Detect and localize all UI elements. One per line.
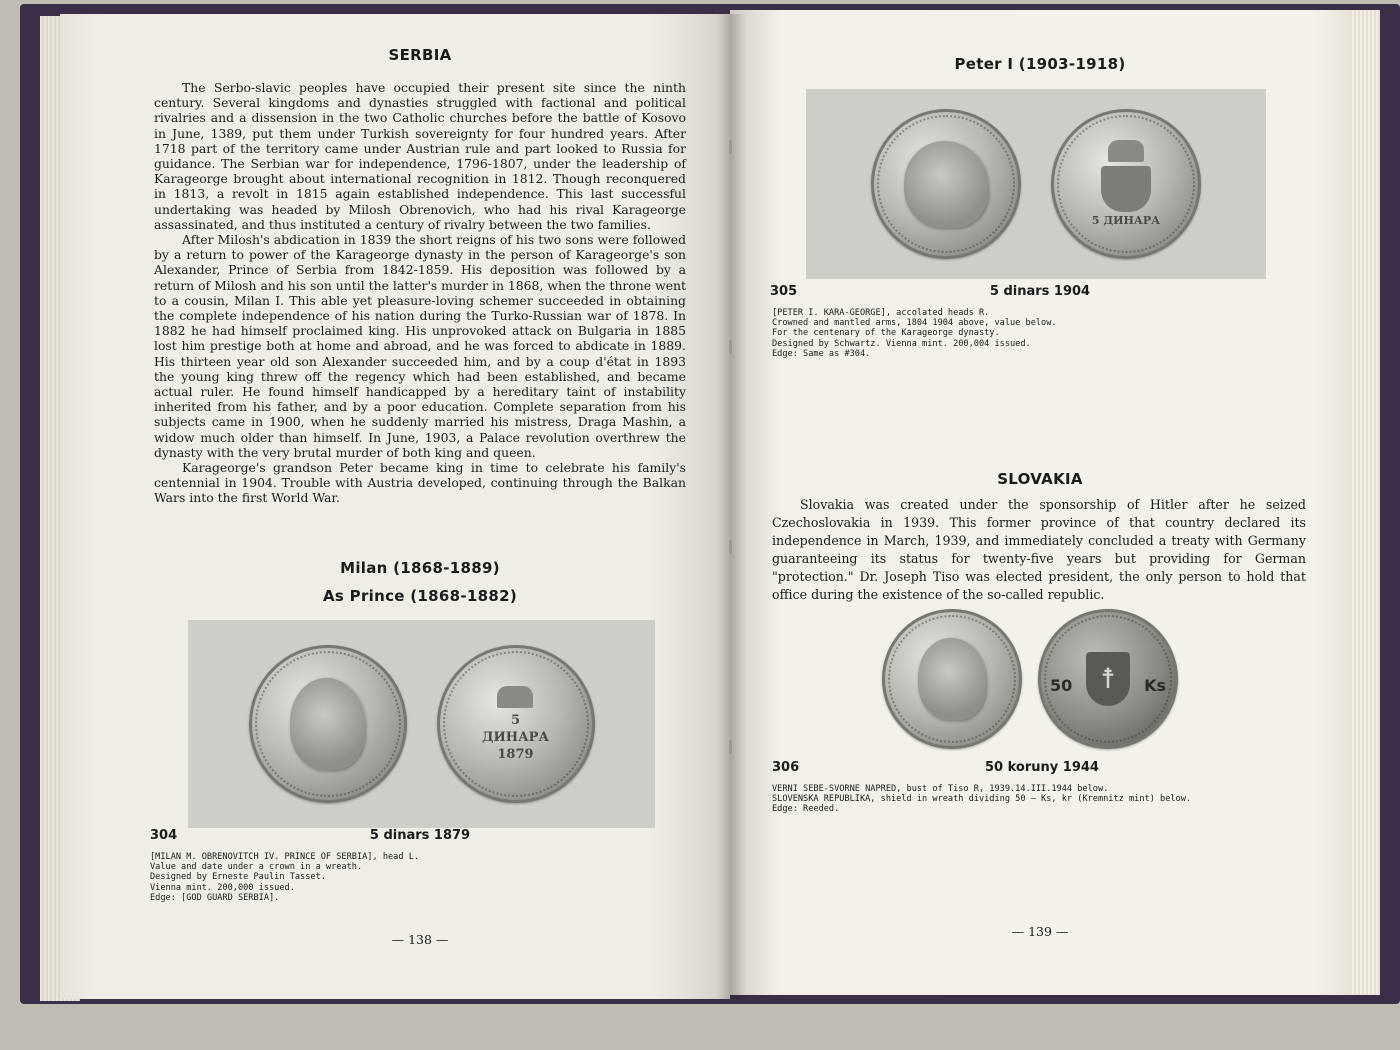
- coin-photo-304: [188, 620, 655, 828]
- coin-title-304: 5 dinars 1879: [369, 828, 471, 843]
- coin-reverse-unit: ДИНАРА: [481, 729, 550, 745]
- serbia-body-text: [154, 80, 686, 506]
- coin-reverse-unit: Ks: [1144, 676, 1166, 696]
- binding-stitch: [729, 740, 732, 754]
- caption-line: [MILAN M. OBRENOVITCH IV. PRINCE OF SERBIA], head L.: [150, 852, 420, 862]
- caption-line: Edge: Reeded.: [772, 804, 840, 815]
- slovakia-paragraph: Slovakia was created under the sponsorship of Hitler after he seized Czechoslovakia in 1939. This former province of that country declared its independence in March, 1939, and immediately concluded a treaty with Germany guaranteeing its status for twenty-five years but providing for German "protection." Dr. Joseph Tiso was elected president, the only person to hold that office during the existence of the so-called republic.: [772, 497, 1306, 602]
- coin-reverse-value: 5 ДИНАРА: [1091, 213, 1161, 227]
- slovakia-body-text: [772, 496, 1306, 604]
- coin-title-306: 50 koruny 1944: [985, 760, 1099, 775]
- caption-line: Crowned and mantled arms, 1804 1904 above, value below.: [772, 318, 1057, 329]
- coin-obverse-304: [249, 645, 407, 803]
- coin-obverse-306: [882, 609, 1022, 749]
- coin-legend-ring: [888, 615, 1016, 743]
- caption-line: Vienna mint. 200,000 issued.: [150, 882, 295, 893]
- catalog-number-304: 304: [150, 828, 178, 843]
- ruler-title-milan: Milan (1868-1889): [340, 559, 500, 577]
- caption-line: [PETER I. KARA-GEORGE], accolated heads R.: [772, 308, 990, 318]
- caption-line: Value and date under a crown in a wreath.: [150, 862, 363, 873]
- book-gutter: [716, 14, 746, 999]
- crown-icon: [497, 686, 533, 708]
- coin-caption-306: [772, 784, 1191, 815]
- coin-reverse-value: 5: [510, 712, 521, 728]
- left-page: [60, 14, 730, 999]
- section-title-slovakia: SLOVAKIA: [997, 470, 1083, 488]
- coin-caption-305: [772, 308, 1057, 359]
- coin-photo-305: [806, 89, 1266, 279]
- ruler-subtitle-milan: As Prince (1868-1882): [323, 587, 517, 605]
- caption-line: Edge: Same as #304.: [772, 348, 871, 359]
- caption-line: For the centenary of the Karageorge dynasty.: [772, 328, 1000, 339]
- serbia-paragraph-2: After Milosh's abdication in 1839 the short reigns of his two sons were followed by a return to power of the Karageorge dynasty in the person of Karageorge's son Alexander, Prince of Serbia from 1842-1859. His deposition was followed by a return of Milosh and his son until the latter's murder in 1868, when the throne went to a cousin, Milan I. This able yet pleasure-loving schemer succeeded in obtaining the complete independence of his nation during the Turko-Russian war of 1878. In 1882 he had himself proclaimed king. His unprovoked attack on Bulgaria in 1885 lost him prestige both at home and abroad, and he was forced to abdicate in 1889. His thirteen year old son Alexander succeeded him, and by a coup d'état in 1893 the young king threw off the regency which had been established, and became actual ruler. He found himself handicapped by a hereditary taint of instability inherited from his father, and by a poor education. Complete separation from his subjects came in 1900, when he suddenly married his mistress, Draga Mashin, a widow much older than himself. In June, 1903, a Palace revolution overthrew the dynasty with the very brutal murder of both king and queen.: [154, 232, 686, 460]
- double-cross-icon: ☨: [1100, 662, 1116, 695]
- crown-icon: [1108, 140, 1144, 162]
- binding-stitch: [729, 540, 732, 554]
- coin-legend-ring: [877, 115, 1015, 253]
- page-number-138: — 138 —: [391, 932, 449, 947]
- coin-reverse-304: [437, 645, 595, 803]
- binding-stitch: [729, 340, 732, 354]
- serbia-paragraph-3: Karageorge's grandson Peter became king in time to celebrate his family's centennial in 1904. Trouble with Austria developed, continuing through the Balkan Wars into the first World War.: [154, 460, 686, 506]
- serbia-paragraph-1: The Serbo-slavic peoples have occupied their present site since the ninth century. Several kingdoms and dynasties struggled with factional and political rivalries and a dissension in the two Catholic churches before the battle of Kosovo in June, 1389, put them under Turkish sovereignty for four hundred years. After 1718 part of the territory came under Austrian rule and part looked to Russia for guidance. The Serbian war for independence, 1796-1807, under the leadership of Karageorge brought about international recognition in 1812. Though reconquered in 1813, a revolt in 1815 again established independence. This last successful undertaking was headed by Milosh Obrenovich, who had his rival Karageorge assassinated, and thus instituted a century of rivalry between the two families.: [154, 80, 686, 232]
- caption-line: Designed by Schwartz. Vienna mint. 200,004 issued.: [772, 338, 1031, 349]
- catalog-number-306: 306: [772, 760, 800, 775]
- coin-reverse-value: 50: [1050, 676, 1073, 696]
- caption-line: Edge: [GOD GUARD SERBIA].: [150, 892, 280, 903]
- coin-photo-306: [870, 604, 1190, 754]
- caption-line: SLOVENSKA REPUBLIKA, shield in wreath dividing 50 — Ks, kr (Kremnitz mint) below.: [772, 794, 1192, 805]
- binding-stitch: [729, 140, 732, 154]
- caption-line: VERNI SEBE-SVORNE NAPRED, bust of Tiso R, 1939.14.III.1944 below.: [772, 784, 1109, 794]
- coin-reverse-year: 1879: [497, 746, 534, 762]
- coin-reverse-305: [1051, 109, 1201, 259]
- right-page: [730, 10, 1352, 995]
- coin-title-305: 5 dinars 1904: [989, 284, 1091, 299]
- page-number-139: — 139 —: [1011, 924, 1069, 939]
- section-title-serbia: SERBIA: [388, 46, 452, 64]
- coin-reverse-306: [1038, 609, 1178, 749]
- coin-reverse-text: [1092, 140, 1160, 229]
- coin-obverse-305: [871, 109, 1021, 259]
- catalog-number-305: 305: [770, 284, 798, 299]
- coin-legend-ring: [255, 651, 401, 797]
- coin-caption-304: [150, 852, 419, 903]
- caption-line: Designed by Erneste Paulin Tasset.: [150, 872, 326, 883]
- mantled-arms-icon: [1101, 166, 1151, 212]
- ruler-title-peter: Peter I (1903-1918): [954, 55, 1126, 73]
- coin-reverse-text: [482, 686, 549, 763]
